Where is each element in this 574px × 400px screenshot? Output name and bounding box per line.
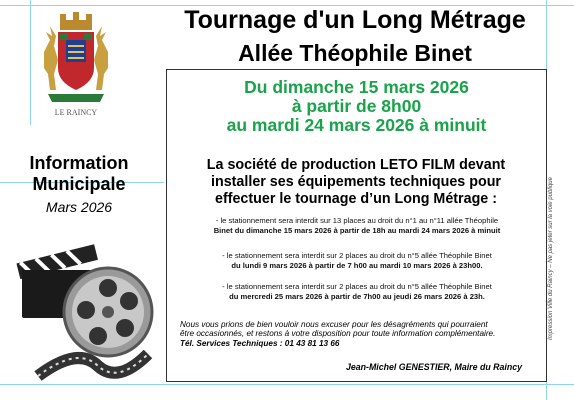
coat-of-arms-icon	[38, 12, 114, 108]
excuse-line-1: Nous vous prions de bien vouloir nous excuser pour les désagréments qui pourraient	[180, 320, 488, 329]
info-title-line-2: Municipale	[32, 174, 126, 194]
paragraph-2-line-1: - le stationnement sera interdit sur 2 places au droit du n°5 allée Théophile Binet	[222, 251, 492, 260]
phone-contact: Tél. Services Techniques : 01 43 81 13 66	[180, 339, 340, 348]
intro-block	[170, 157, 542, 208]
parking-paragraph-2	[172, 251, 542, 271]
signature: Jean-Michel GENESTIER, Maire du Raincy	[346, 362, 522, 372]
paragraph-2-line-2: du lundi 9 mars 2026 à partir de 7 h00 au mardi 10 mars 2026 à 23h00.	[231, 261, 483, 270]
date-line-2: à partir de 8h00	[291, 96, 422, 116]
side-note: Impression Ville du Raincy – Ne pas jeter sur la voie publique	[548, 177, 554, 340]
parking-paragraph-1	[172, 216, 542, 236]
page-subtitle: Allée Théophile Binet	[238, 40, 472, 66]
paragraph-3-line-1: - le stationnement sera interdit sur 2 places au droit du n°5 allée Théophile Binet	[222, 282, 492, 291]
date-line-3: au mardi 24 mars 2026 à minuit	[226, 115, 487, 135]
info-title-line-1: Information	[29, 153, 129, 173]
excuse-text	[180, 320, 540, 338]
paragraph-3-line-2: du mercredi 25 mars 2026 à partir de 7h00 au jeudi 26 mars 2026 à 23h.	[229, 292, 485, 301]
crest-label: LE RAINCY	[54, 108, 98, 117]
paragraph-1-line-1: - le stationnement sera interdit sur 13 places au droit du n°1 au n°11 allée Théophile	[215, 216, 499, 225]
intro-line-1: La société de production LETO FILM devant	[206, 157, 506, 173]
intro-line-3: effectuer le tournage d’un Long Métrage :	[215, 191, 497, 207]
excuse-line-2: être occasionnés, et restons à votre disposition pour toute information complémentaire.	[180, 329, 496, 338]
guide-line-left	[30, 0, 31, 125]
date-line-1: Du dimanche 15 mars 2026	[244, 77, 469, 97]
info-title	[6, 153, 152, 195]
parking-paragraph-3	[172, 282, 542, 302]
film-reel-clapperboard-icon	[8, 226, 158, 386]
intro-line-2: installer ses équipements techniques pour	[211, 174, 501, 190]
paragraph-1-line-2: Binet du dimanche 15 mars 2026 à partir de 18h au mardi 24 mars 2026 à minuit	[213, 226, 501, 235]
info-month: Mars 2026	[45, 199, 113, 215]
dates-block	[168, 78, 545, 135]
page-title: Tournage d'un Long Métrage	[184, 6, 526, 34]
